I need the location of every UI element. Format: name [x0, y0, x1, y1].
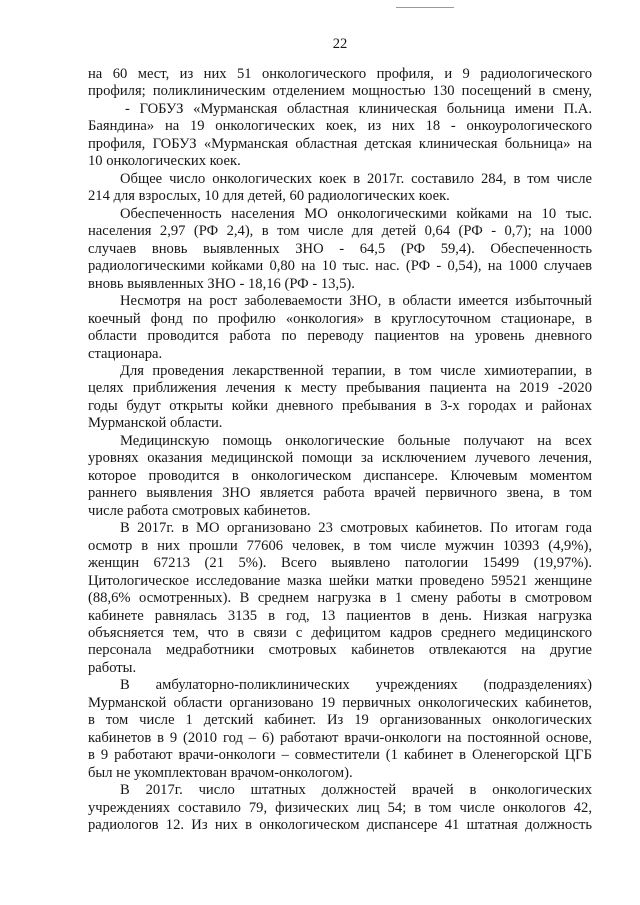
text-line: был не укомплектован врачом-онкологом). [88, 764, 353, 781]
text-line: осмотр в них прошли 77606 человек, в том числе мужчин 10393 (4,9%), [88, 537, 592, 554]
text-line: 214 для взрослых, 10 для детей, 60 радиологических коек. [88, 188, 450, 205]
paragraph [88, 782, 592, 834]
text-line: области проводится работа по переводу пациентов на уровень дневного [88, 328, 592, 345]
text-line: Для проведения лекарственной терапии, в том числе химиотерапии, в [120, 362, 592, 379]
text-line: случаев вновь выявленных ЗНО - 64,5 (РФ 59,4). Обеспеченность [88, 240, 592, 257]
text-line: В 2017г. в МО организовано 23 смотровых кабинетов. По итогам года [120, 520, 592, 537]
text-line: Баяндина» на 19 онкологических коек, из них 18 - онкоурологического [88, 118, 592, 135]
text-line: коечный фонд по профилю «онкология» в круглосуточном стационаре, в [88, 310, 592, 327]
text-line: 10 онкологических коек. [88, 153, 241, 170]
text-line: Обеспеченность населения МО онкологическими койками на 10 тыс. [120, 205, 592, 222]
text-line: на 60 мест, из них 51 онкологического профиля, и 9 радиологического [88, 66, 592, 82]
page-number: 22 [332, 36, 348, 52]
text-line: персонала медработники смотровых кабинетов отвлекаются на другие [88, 642, 592, 659]
paragraph [88, 293, 592, 363]
scan-artifact-line [396, 7, 454, 8]
text-line: уровнях оказания медицинской помощи за исключением лучевого лечения, [88, 450, 592, 467]
text-line: учреждениях составило 79, физических лиц 54; в том числе онкологов 42, [88, 799, 592, 816]
text-line: кабинете равнялась 3135 в год, 13 пациентов в день. Низкая нагрузка [88, 607, 592, 624]
text-line: Мурманской области организовано 19 первичных онкологических кабинетов, [88, 694, 592, 711]
text-line: В 2017г. число штатных должностей врачей в онкологических [120, 782, 592, 799]
text-line: Цитологическое исследование мазка шейки матки проведено 59521 женщине [88, 572, 592, 589]
document-body [88, 66, 592, 835]
text-line: объясняется тем, что в связи с дефицитом кадров среднего медицинского [88, 625, 592, 641]
paragraph [88, 677, 592, 782]
paragraph [88, 520, 592, 677]
text-line: населения 2,97 (РФ 2,4), в том числе для детей 0,64 (РФ - 0,7); на 1000 [88, 223, 592, 240]
text-line: радиологов 12. Из них в онкологическом диспансере 41 штатная должность [88, 817, 592, 834]
text-line: Несмотря на рост заболеваемости ЗНО, в области имеется избыточный [120, 293, 592, 310]
text-line: которое проводится в онкологическом диспансере. Ключевым моментом [88, 467, 592, 484]
text-line: Общее число онкологических коек в 2017г. составило 284, в том числе [120, 170, 592, 187]
text-line: (88,6% осмотренных). В среднем нагрузка в 1 смену работы в смотровом [88, 590, 592, 607]
text-line: стационара. [88, 345, 163, 362]
paragraph [88, 206, 592, 293]
text-line: годы будут открыты койки дневного пребывания в 3-х городах и районах [88, 397, 592, 414]
text-line: - ГОБУЗ «Мурманская областная клиническая больница имени П.А. [125, 100, 592, 117]
text-line: Медицинскую помощь онкологические больные получают на всех [120, 432, 592, 449]
text-line: работы. [88, 659, 137, 676]
text-line: кабинетов в 9 (2010 год – 6) работают врачи-онкологи на постоянной основе, [88, 729, 592, 746]
paragraph [88, 101, 592, 171]
paragraph [88, 433, 592, 520]
text-line: в том числе 1 детский кабинет. Из 19 организованных онкологических [88, 712, 592, 729]
text-line: профиля, ГОБУЗ «Мурманская областная детская клиническая больница» на [88, 135, 592, 152]
text-line: радиологическими койками 0,80 на 10 тыс. нас. (РФ - 0,54), на 1000 случаев [88, 258, 592, 275]
text-line: В амбулаторно-поликлинических учреждениях (подразделениях) [120, 677, 592, 694]
paragraph [88, 363, 592, 433]
text-line: числе работа смотровых кабинетов. [88, 502, 311, 519]
text-line: Мурманской области. [88, 415, 223, 432]
paragraph [88, 171, 592, 206]
text-line: целях приближения лечения к месту пребывания пациента на 2019 -2020 [88, 380, 592, 397]
text-line: раннего выявления ЗНО является работа врачей первичного звена, в том [88, 485, 592, 502]
text-line: женщин 67213 (21 5%). Всего выявлено патологии 15499 (19,97%). [88, 555, 592, 572]
text-line: в 9 работают врачи-онкологи – совместители (1 кабинет в Оленегорской ЦГБ [88, 747, 592, 764]
text-line: вновь выявленных ЗНО - 18,16 (РФ - 13,5). [88, 275, 355, 292]
paragraph [88, 66, 592, 101]
text-line: профиля; поликлиническим отделением мощностью 130 посещений в смену, [88, 83, 592, 100]
